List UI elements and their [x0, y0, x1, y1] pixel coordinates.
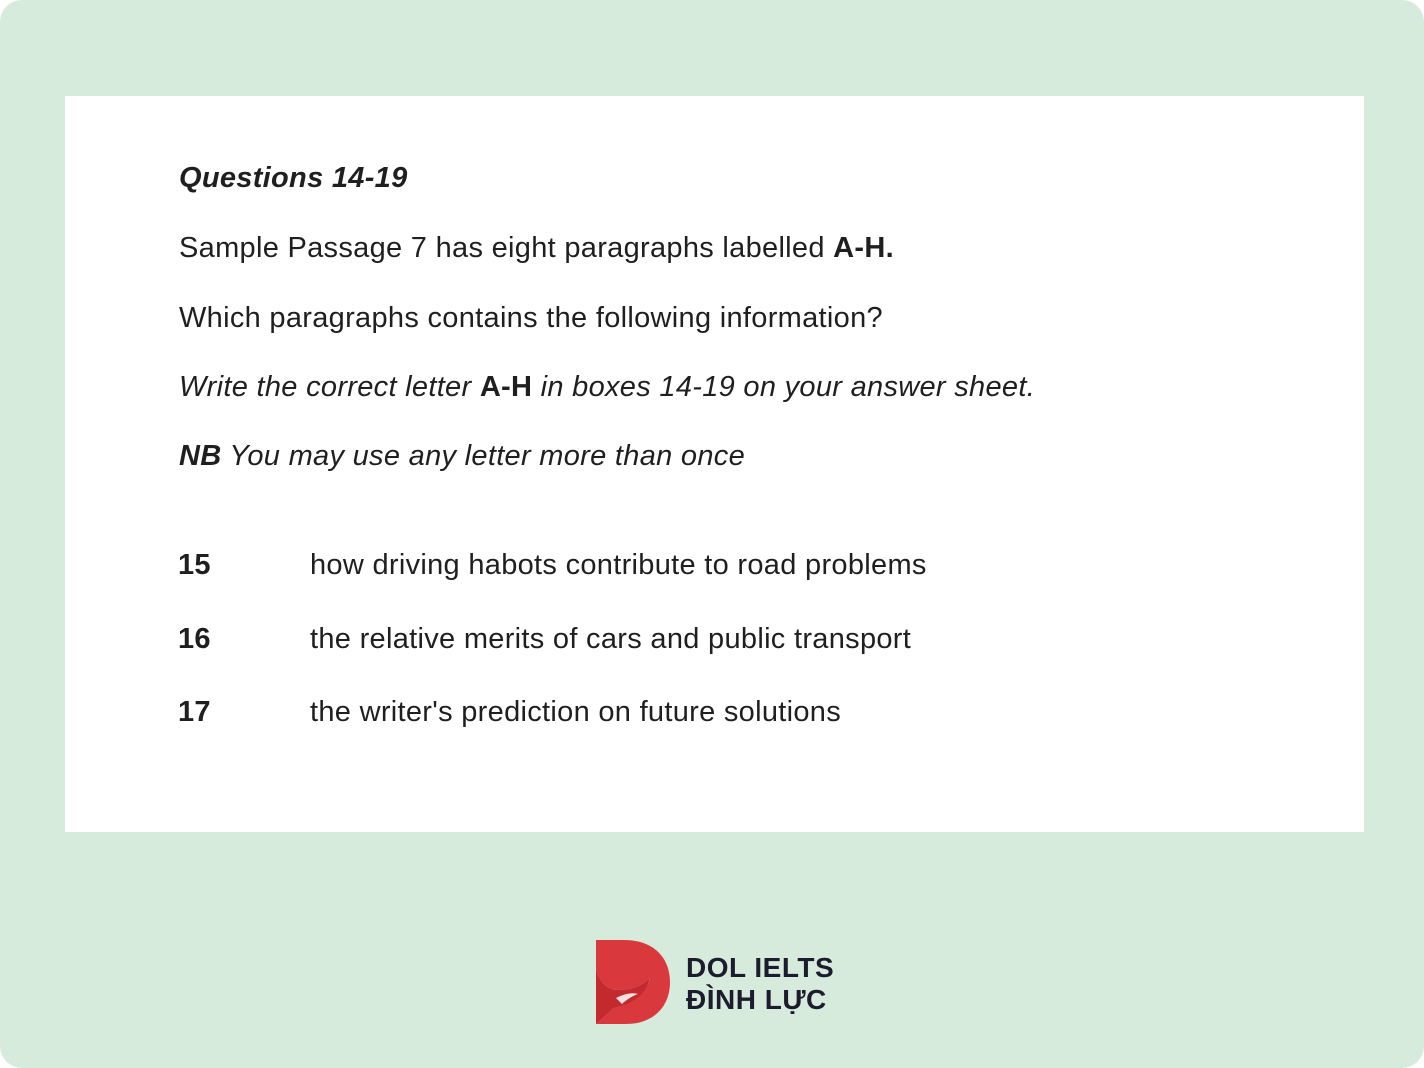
- question-number: 16: [178, 623, 211, 655]
- question-text: the writer's prediction on future solutions: [310, 696, 842, 728]
- instruction-note: [179, 440, 745, 473]
- note-text: You may use any letter more than once: [221, 440, 746, 472]
- instruction-passage-range: A-H.: [833, 232, 894, 264]
- question-text: how driving habots contribute to road problems: [310, 549, 927, 581]
- questions-heading: Questions 14-19: [179, 162, 408, 194]
- instruction-write: [179, 371, 1035, 404]
- question-number: 17: [178, 696, 211, 728]
- instruction-write-pre: Write the correct letter: [179, 371, 480, 403]
- logo-line1: DOL IELTS: [686, 952, 835, 983]
- instruction-passage-text: Sample Passage 7 has eight paragraphs labelled: [179, 232, 834, 264]
- logo-line2: ĐÌNH LỰC: [686, 984, 827, 1015]
- dol-logo-mark-icon: [594, 938, 672, 1026]
- instruction-write-range: A-H: [479, 371, 533, 403]
- question-text: the relative merits of cars and public transport: [310, 623, 912, 655]
- instruction-question: Which paragraphs contains the following information?: [179, 302, 883, 334]
- question-card: [65, 96, 1364, 832]
- question-number: 15: [178, 549, 211, 581]
- dol-ielts-logo: [594, 938, 844, 1028]
- instruction-write-post: in boxes 14-19 on your answer sheet.: [532, 371, 1036, 403]
- instruction-passage: [179, 232, 894, 265]
- note-label: NB: [179, 440, 222, 472]
